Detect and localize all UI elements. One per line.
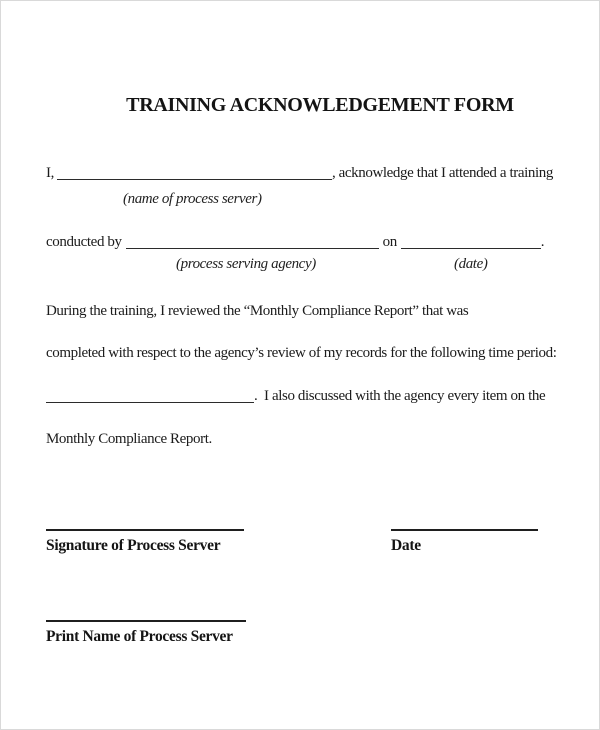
- conducted-prefix: conducted by: [46, 234, 122, 250]
- date-label: Date: [391, 537, 421, 554]
- date-caption: (date): [454, 256, 488, 272]
- intro-prefix: I,: [46, 165, 54, 181]
- agency-blank-line: [126, 234, 379, 249]
- intro-suffix: , acknowledge that I attended a training: [331, 165, 553, 181]
- intro-line: [46, 164, 553, 183]
- date-blank-line: [401, 234, 541, 249]
- body-line-3: [46, 387, 545, 406]
- conducted-line: [46, 233, 544, 252]
- agency-caption: (process serving agency): [176, 256, 316, 272]
- name-blank-line: [57, 165, 332, 180]
- date-line: [391, 529, 538, 531]
- body-text-1: During the training, I reviewed the “Monthly Compliance Report” that was: [46, 303, 469, 319]
- conducted-connector: on: [382, 234, 397, 250]
- body-line-2: [46, 344, 557, 363]
- print-name-label: Print Name of Process Server: [46, 628, 233, 645]
- conducted-terminator: .: [540, 234, 545, 250]
- signature-label: Signature of Process Server: [46, 537, 221, 554]
- body-line-4: [46, 430, 212, 449]
- body-text-2: completed with respect to the agency’s review of my records for the following time period:: [46, 345, 557, 361]
- body-line-1: [46, 302, 468, 321]
- name-caption: (name of process server): [123, 191, 262, 207]
- signature-line: [46, 529, 244, 531]
- form-title: TRAINING ACKNOWLEDGEMENT FORM: [126, 94, 514, 116]
- body-text-4: Monthly Compliance Report.: [46, 431, 212, 447]
- body-text-3: . I also discussed with the agency every item on the: [254, 388, 546, 404]
- print-name-line: [46, 620, 246, 622]
- time-period-blank-line: [46, 388, 254, 403]
